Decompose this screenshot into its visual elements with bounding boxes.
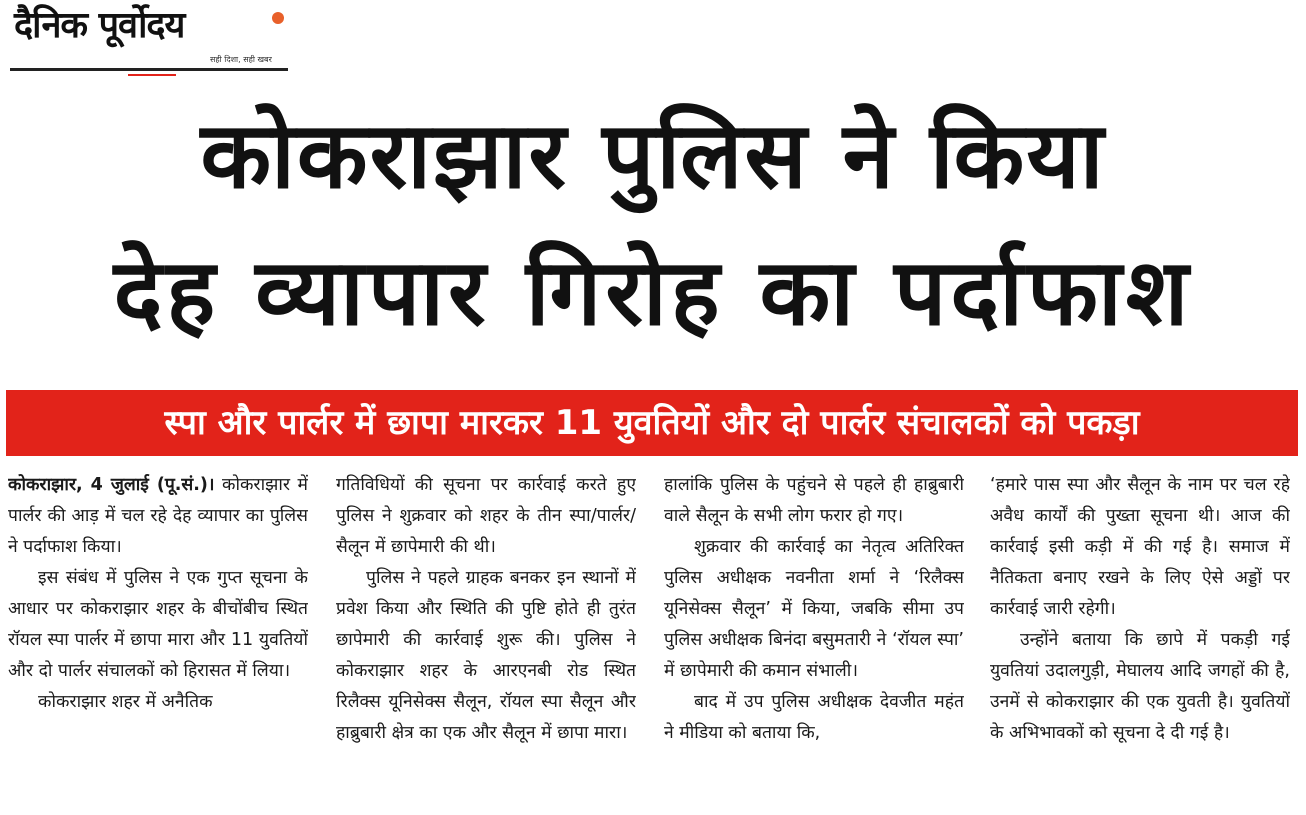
subheadline-band	[6, 390, 1298, 456]
article-paragraph: कोकराझार शहर में अनैतिक	[38, 692, 213, 712]
article-paragraph	[8, 470, 308, 563]
newspaper-name: दैनिक पूर्वोदय	[14, 5, 185, 46]
article-paragraph: पुलिस ने पहले ग्राहक बनकर इन स्थानों में प्रवेश किया और स्थिति की पुष्टि होते ही तुरंत छापेमारी की कार्रवाई शुरू की। पुलिस ने कोकराझार शहर के आरएनबी रोड स्थित रिलैक्स यूनिसेक्स सैलून, रॉयल स्पा सैलून और हाब्रुबारी क्षेत्र का एक और सैलून में छापा मारा।	[336, 568, 636, 743]
masthead-accent-rule	[128, 74, 176, 76]
headline-line-2: देह व्यापार गिरोह का पर्दाफाश	[113, 239, 1193, 346]
article-column-4	[990, 470, 1290, 810]
masthead-rule	[10, 68, 288, 71]
newspaper-tagline: सही दिशा, सही खबर	[210, 55, 272, 64]
article-paragraph: शुक्रवार की कार्रवाई का नेतृत्व अतिरिक्त पुलिस अधीक्षक नवनीता शर्मा ने ‘रिलैक्स यूनिसेक्स सैलून’ में किया, जबकि सीमा उप पुलिस अधीक्षक बिनंदा बसुमतारी ने ‘रॉयल स्पा’ में छापेमारी की कमान संभाली।	[664, 537, 964, 681]
article-paragraph: इस संबंध में पुलिस ने एक गुप्त सूचना के आधार पर कोकराझार शहर के बीचोंबीच स्थित रॉयल स्पा पार्लर में छापा मारा और 11 युवतियों और दो पार्लर संचालकों को हिरासत में लिया।	[8, 568, 308, 681]
paragraph-text: कोकराझार में पार्लर की आड़ में चल रहे देह व्यापार का पुलिस ने पर्दाफाश किया।	[8, 475, 308, 557]
masthead	[10, 4, 288, 72]
article-column-3	[664, 470, 964, 810]
article-paragraph: उन्होंने बताया कि छापे में पकड़ी गई युवतियां उदालगुड़ी, मेघालय आदि जगहों की है, उनमें से कोकराझार की एक युवती है। युवतियों के अभिभावकों को सूचना दे दी गई है।	[990, 630, 1290, 743]
article-column-2	[336, 470, 636, 810]
article-paragraph: ‘हमारे पास स्पा और सैलून के नाम पर चल रहे अवैध कार्यों की पुख्ता सूचना थी। आज की कार्रवाई इसी कड़ी में की गई है। समाज में नैतिकता बनाए रखने के लिए ऐसे अड्डों पर कार्रवाई जारी रहेगी।	[990, 475, 1290, 619]
article-paragraph: बाद में उप पुलिस अधीक्षक देवजीत महंत ने मीडिया को बताया कि,	[664, 692, 964, 743]
article-paragraph: गतिविधियों की सूचना पर कार्रवाई करते हुए पुलिस ने शुक्रवार को शहर के तीन स्पा/पार्लर/सैलून में छापेमारी की थी।	[336, 475, 636, 557]
dateline: कोकराझार, 4 जुलाई (पू.सं.)।	[8, 475, 215, 495]
headline-line-1: कोकराझार पुलिस ने किया	[200, 102, 1106, 209]
article-column-1	[8, 470, 308, 810]
subheadline: स्पा और पार्लर में छापा मारकर 11 युवतियों और दो पार्लर संचालकों को पकड़ा	[164, 403, 1140, 443]
logo-dot-icon	[272, 12, 284, 24]
article-paragraph: हालांकि पुलिस के पहुंचने से पहले ही हाब्रुबारी वाले सैलून के सभी लोग फरार हो गए।	[664, 475, 964, 526]
